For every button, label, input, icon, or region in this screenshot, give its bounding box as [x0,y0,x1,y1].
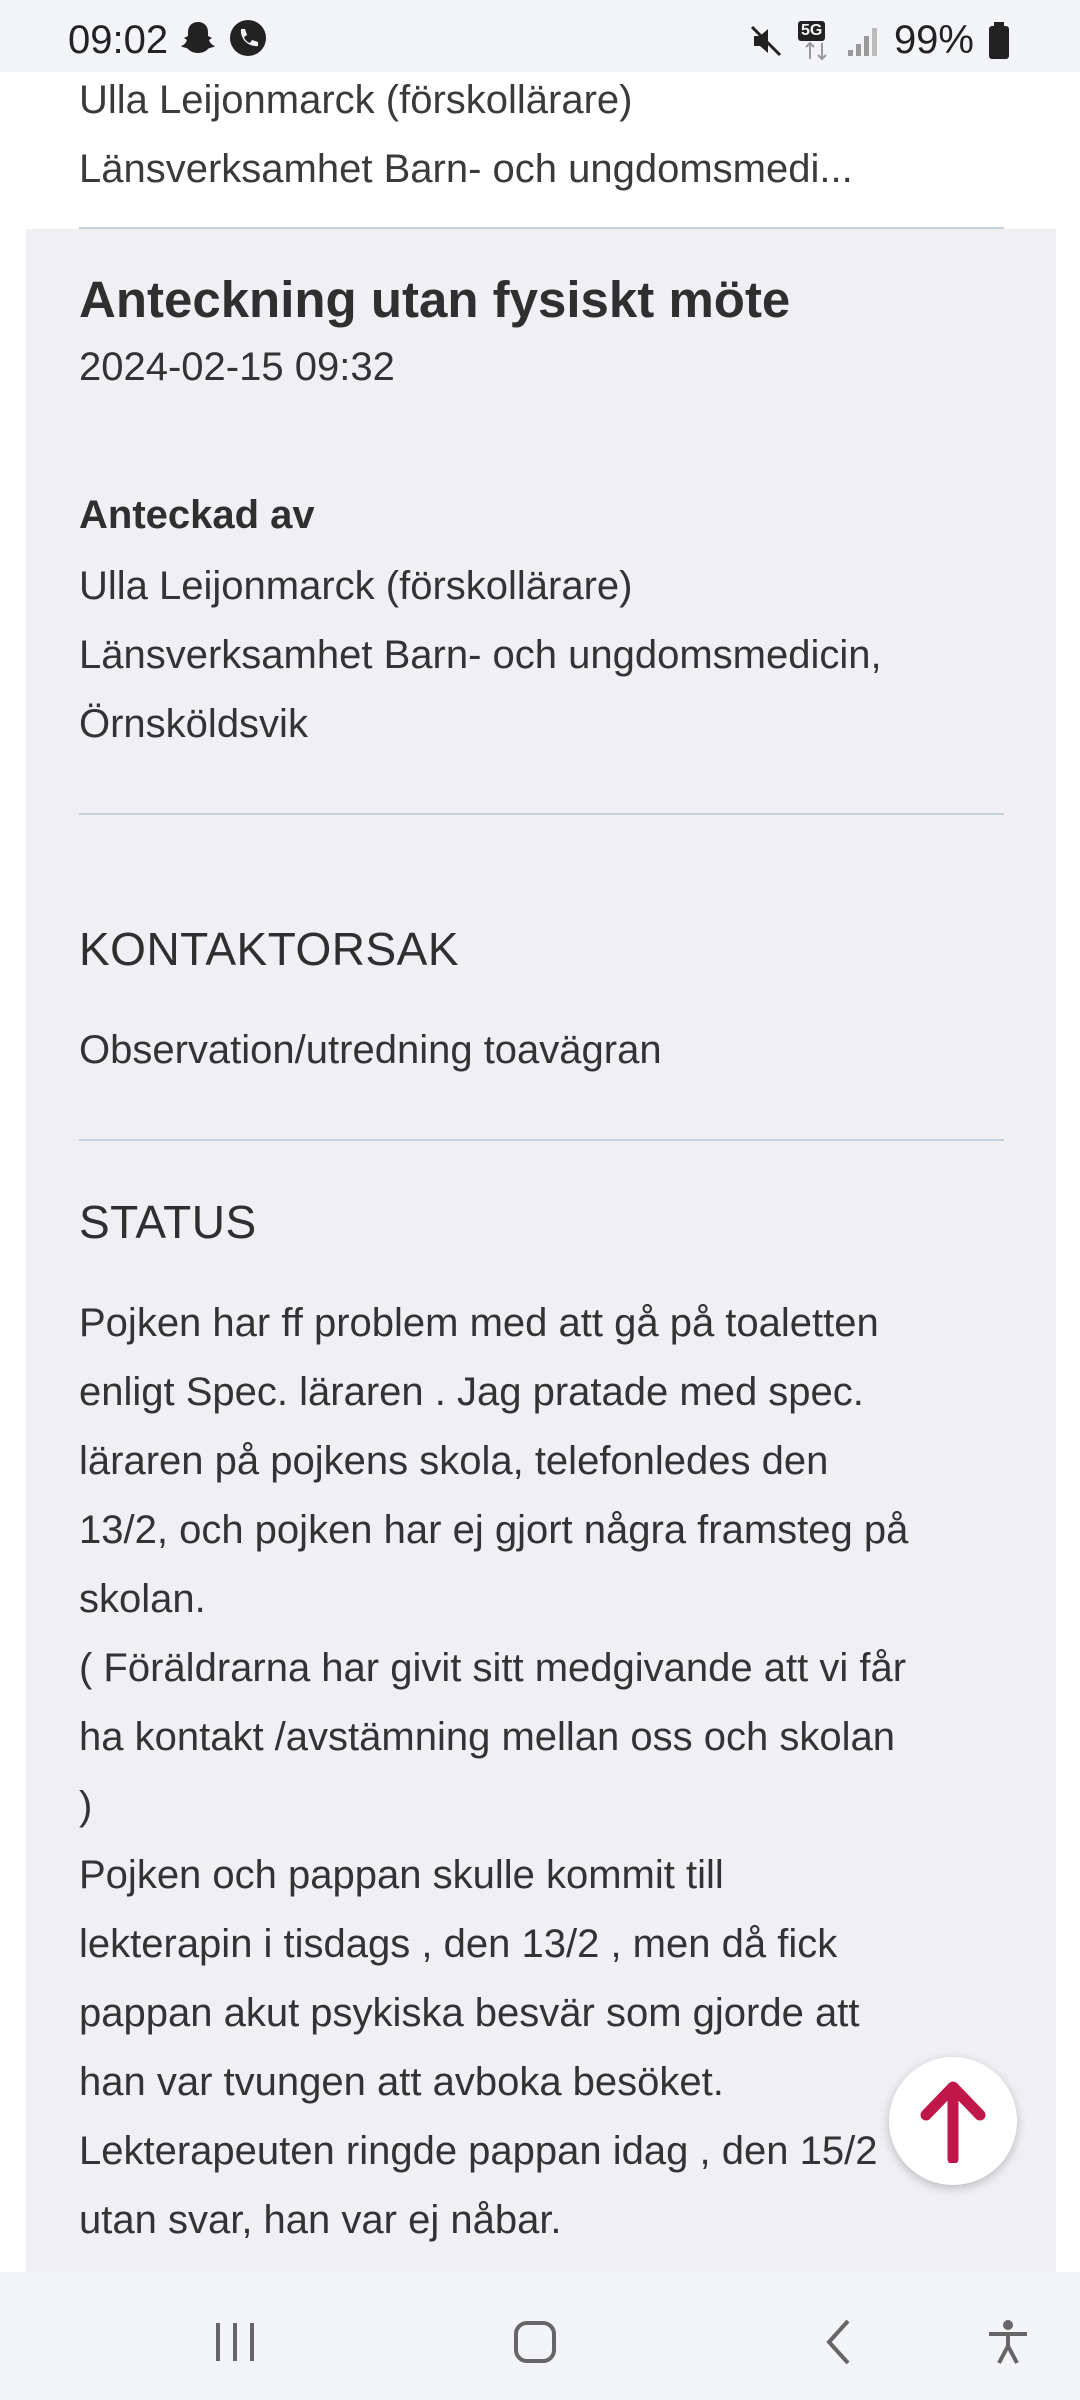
section-heading-contact-reason: KONTAKTORSAK [79,923,460,975]
home-button[interactable] [495,2302,575,2382]
phone-call-icon [228,18,268,58]
recent-apps-button[interactable] [195,2302,275,2382]
recent-apps-icon [210,2317,260,2367]
author-name: Ulla Leijonmarck (förskollärare) [79,564,633,608]
note-title: Anteckning utan fysiskt möte [79,271,791,328]
author-unit: Länsverksamhet Barn- och ungdomsmedicin, [79,633,882,677]
note-datetime: 2024-02-15 09:32 [79,345,395,389]
back-button[interactable] [800,2302,880,2382]
network-5g-icon: 5G [798,21,832,61]
signal-icon [846,24,880,58]
divider [79,1139,1004,1141]
section-heading-status: STATUS [79,1196,257,1248]
home-icon [510,2317,560,2367]
battery-level: 99% [893,18,974,62]
mute-icon [748,23,784,59]
divider [79,813,1004,815]
author-location: Örnsköldsvik [79,702,308,746]
status-time: 09:02 [68,18,169,62]
section-text-contact-reason: Observation/utredning toavägran [79,1028,662,1072]
scroll-to-top-button[interactable] [889,2057,1017,2185]
previous-entry-author: Ulla Leijonmarck (förskollärare) [79,78,633,122]
back-icon [815,2317,865,2367]
arrow-up-icon [918,2079,988,2163]
previous-entry-unit: Länsverksamhet Barn- och ungdomsmedi... [79,147,853,191]
snapchat-icon [178,18,218,58]
accessibility-button[interactable] [968,2302,1048,2382]
status-bar [0,0,1080,72]
section-text-status: Pojken har ff problem med att gå på toaletten enligt Spec. läraren . Jag pratade med spec. läraren på pojkens skola, telefonledes den 13/2, och pojken har ej gjort några framsteg på skolan. ( Föräldrarna har givit sitt medgivande att vi får ha kontakt /avstämning mellan oss och skolan ) Pojken och pappan skulle kommit till lekterapin i tisdags , den 13/2 , men då fick pappan akut psykiska besvär som gjorde att han var tvungen att avboka besöket. Lekterapeuten ringde pappan idag , den 15/2 utan svar, han var ej nåbar. [79,1301,909,2242]
battery-icon [988,22,1010,60]
previous-entry-author-block [79,66,1004,204]
author-heading: Anteckad av [79,493,315,537]
author-block [79,552,1004,759]
accessibility-icon [983,2317,1033,2367]
system-navigation-bar [0,2272,1080,2400]
